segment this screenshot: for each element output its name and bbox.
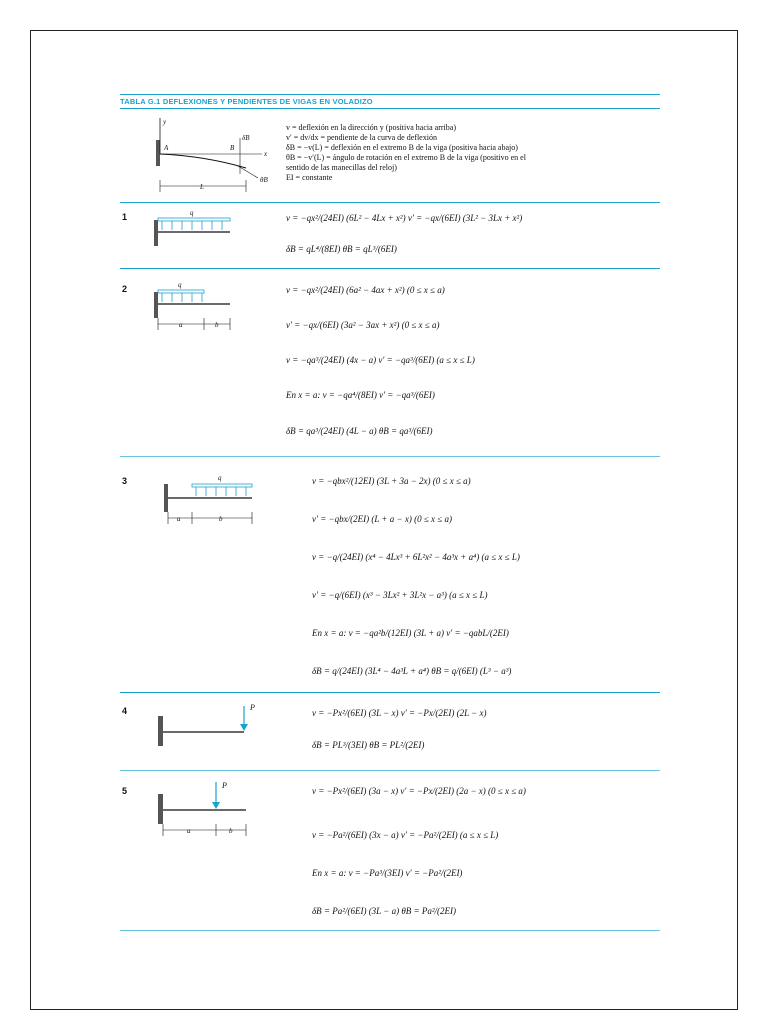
label-P: P	[250, 703, 255, 712]
case-4-diagram	[154, 700, 274, 750]
title-rule	[120, 108, 660, 109]
wall-support	[154, 220, 158, 246]
rule-case-5	[120, 770, 660, 771]
label-P: P	[222, 781, 227, 790]
equation: v = −qa³/(24EI) (4x − a) v′ = −qa³/(6EI) (a ≤ x ≤ L)	[286, 355, 475, 365]
equation: v′ = −q/(6EI) (x³ − 3Lx² + 3L²x − a³) (a ≤ x ≤ L)	[312, 590, 488, 600]
distributed-load	[158, 290, 204, 293]
equation: δB = PL³/(3EI) θB = PL²/(2EI)	[312, 740, 425, 750]
equation: En x = a: v = −qa⁴/(8EI) v′ = −qa³/(6EI)	[286, 390, 435, 400]
label-b: b	[215, 321, 219, 329]
legend-line: δB = −v(L) = deflexión en el extremo B de la viga (positiva hacia abajo)	[286, 143, 518, 152]
legend-line: v′ = dv/dx = pendiente de la curva de deflexión	[286, 133, 437, 142]
legend-line: θB = −v′(L) = ángulo de rotación en el extremo B de la viga (positivo en el	[286, 153, 526, 162]
label-B: B	[230, 144, 235, 152]
case-number: 2	[122, 284, 128, 294]
deflected-beam	[160, 154, 246, 168]
case-1-diagram	[150, 208, 240, 248]
label-thetaB: θB	[260, 176, 268, 184]
label-a: a	[187, 827, 191, 835]
rule-case-3	[120, 456, 660, 457]
equation: v = −qx²/(24EI) (6a² − 4ax + x²) (0 ≤ x ≤ a)	[286, 285, 445, 295]
load-arrows	[196, 487, 246, 496]
label-a: a	[177, 515, 181, 523]
case-5-diagram	[154, 778, 274, 840]
equation: v = −Pa²/(6EI) (3x − a) v′ = −Pa²/(2EI) (a ≤ x ≤ L)	[312, 830, 499, 840]
legend-line: v = deflexión en la dirección y (positiva hacia arriba)	[286, 123, 456, 132]
label-L: L	[200, 183, 204, 191]
bottom-rule	[120, 930, 660, 931]
label-x: x	[264, 150, 268, 158]
equation: v = −q/(24EI) (x⁴ − 4Lx³ + 6L²x² − 4a³x + a⁴) (a ≤ x ≤ L)	[312, 552, 520, 562]
case-number: 5	[122, 786, 128, 796]
case-number: 1	[122, 212, 128, 222]
wall-support	[164, 484, 168, 512]
equation: δB = q/(24EI) (3L⁴ − 4a³L + a⁴) θB = q/(6EI) (L³ − a³)	[312, 666, 512, 676]
distributed-load	[192, 484, 252, 487]
label-A: A	[164, 144, 169, 152]
equation: v = −qx²/(24EI) (6L² − 4Lx + x²) v′ = −qx/(6EI) (3L² − 3Lx + x²)	[286, 213, 523, 223]
distributed-load	[158, 218, 230, 221]
label-q: q	[178, 281, 182, 289]
equation: δB = qL⁴/(8EI) θB = qL³/(6EI)	[286, 244, 397, 254]
legend-beam-diagram	[150, 116, 280, 198]
rule-case-4	[120, 692, 660, 693]
legend-line: EI = constante	[286, 173, 333, 182]
arrow-head	[240, 724, 248, 731]
top-rule	[120, 94, 660, 95]
wall-support	[158, 716, 163, 746]
label-b: b	[229, 827, 233, 835]
label-a: a	[179, 321, 183, 329]
equation: v′ = −qx/(6EI) (3a² − 3ax + x²) (0 ≤ x ≤ a)	[286, 320, 440, 330]
equation: En x = a: v = −Pa³/(3EI) v′ = −Pa²/(2EI)	[312, 868, 463, 878]
label-q: q	[218, 474, 222, 482]
equation: δB = Pa²/(6EI) (3L − a) θB = Pa²/(2EI)	[312, 906, 457, 916]
rule-case-1	[120, 202, 660, 203]
tangent-line	[238, 166, 258, 178]
table-title: TABLA G.1 DEFLEXIONES Y PENDIENTES DE VIGAS EN VOLADIZO	[120, 97, 373, 106]
wall-support	[158, 794, 163, 824]
label-y: y	[163, 118, 167, 126]
case-3-diagram	[158, 470, 268, 530]
case-number: 4	[122, 706, 128, 716]
label-q: q	[190, 209, 194, 217]
legend-line: sentido de las manecillas del reloj)	[286, 163, 397, 172]
label-deltaB: δB	[242, 134, 250, 142]
equation: En x = a: v = −qa²b/(12EI) (3L + a) v′ = −qabL/(2EI)	[312, 628, 509, 638]
legend-definitions	[286, 123, 526, 183]
load-arrows	[162, 221, 222, 230]
equation: v = −Px²/(6EI) (3a − x) v′ = −Px/(2EI) (2a − x) (0 ≤ x ≤ a)	[312, 786, 526, 796]
equation: δB = qa³/(24EI) (4L − a) θB = qa³/(6EI)	[286, 426, 433, 436]
equation: v = −qbx²/(12EI) (3L + 3a − 2x) (0 ≤ x ≤ a)	[312, 476, 471, 486]
load-arrows	[162, 293, 202, 302]
rule-case-2	[120, 268, 660, 269]
wall-support	[156, 140, 160, 166]
arrow-head	[212, 802, 220, 809]
case-2-diagram	[150, 280, 240, 336]
wall-support	[154, 292, 158, 318]
case-number: 3	[122, 476, 128, 486]
label-b: b	[219, 515, 223, 523]
equation: v′ = −qbx/(2EI) (L + a − x) (0 ≤ x ≤ a)	[312, 514, 452, 524]
equation: v = −Px²/(6EI) (3L − x) v′ = −Px/(2EI) (2L − x)	[312, 708, 487, 718]
